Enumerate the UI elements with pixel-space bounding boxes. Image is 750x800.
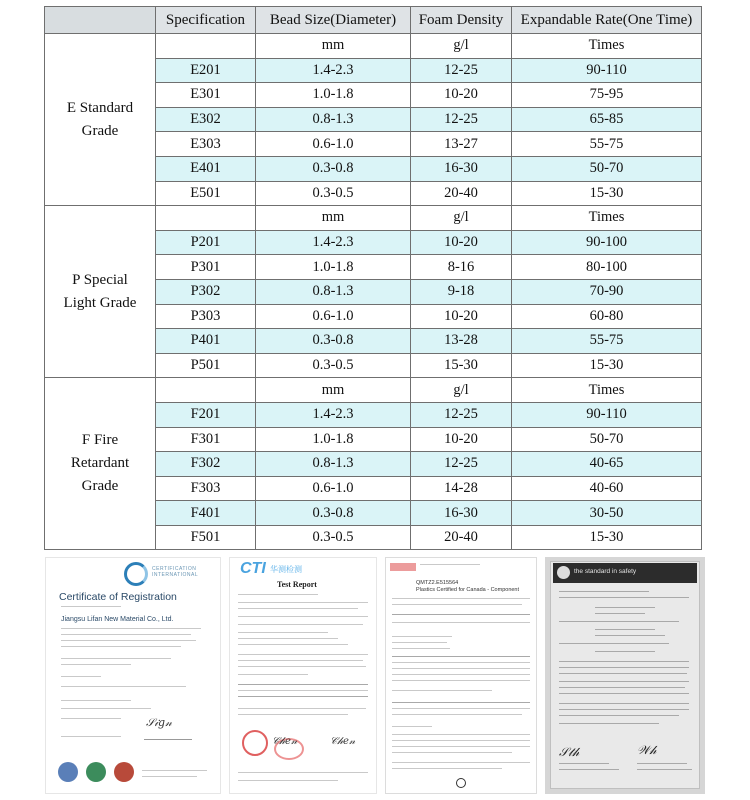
- registration-company: Jiangsu Lifan New Material Co., Ltd.: [61, 616, 174, 623]
- grade-label-line: Retardant: [70, 455, 130, 472]
- expandable-rate-cell: 15-30: [512, 353, 702, 378]
- grade-label-line: P Special: [72, 271, 128, 288]
- bead-size-cell: 0.3-0.8: [256, 329, 411, 354]
- spec-cell: P302: [156, 279, 256, 304]
- spec-cell: P303: [156, 304, 256, 329]
- expandable-rate-cell: 30-50: [512, 501, 702, 526]
- ul-mark-icon: [456, 778, 466, 788]
- units-spec-cell: [156, 34, 256, 59]
- header-specification: Specification: [156, 7, 256, 34]
- header-corner: [45, 7, 156, 34]
- bead-size-cell: 1.4-2.3: [256, 230, 411, 255]
- bead-size-cell: 0.8-1.3: [256, 279, 411, 304]
- bead-size-cell: 0.6-1.0: [256, 476, 411, 501]
- accreditation-badge-icon-2: [114, 762, 134, 782]
- foam-density-cell: 13-27: [411, 132, 512, 157]
- foam-density-cell: 10-20: [411, 427, 512, 452]
- foam-density-cell: 13-28: [411, 329, 512, 354]
- spec-cell: E302: [156, 107, 256, 132]
- expandable-rate-cell: 90-110: [512, 402, 702, 427]
- foam-density-cell: 9-18: [411, 279, 512, 304]
- accreditation-badge-icon: [86, 762, 106, 782]
- bead-size-cell: 0.3-0.5: [256, 181, 411, 206]
- red-stamp-icon: [242, 730, 268, 756]
- units-row: [45, 206, 702, 231]
- table-body: [45, 34, 702, 550]
- ul-header-text: the standard in safety: [574, 568, 637, 575]
- registration-signature-icon: 𝒮𝒾𝑔𝓃: [146, 716, 172, 729]
- expandable-rate-cell: 60-80: [512, 304, 702, 329]
- expandable-rate-cell: 65-85: [512, 107, 702, 132]
- expandable-rate-cell: 50-70: [512, 156, 702, 181]
- expandable-rate-cell: 75-95: [512, 83, 702, 108]
- grade-label: [45, 34, 156, 206]
- spec-cell: E301: [156, 83, 256, 108]
- grade-label: [45, 206, 156, 378]
- spec-cell: P301: [156, 255, 256, 280]
- registration-title: Certificate of Registration: [59, 591, 177, 603]
- cti-logo: CTI: [240, 560, 266, 577]
- certification-logo-text: CERTIFICATION INTERNATIONAL: [152, 566, 199, 578]
- unit-cell: mm: [256, 378, 411, 403]
- spec-cell: E201: [156, 58, 256, 83]
- expandable-rate-cell: 50-70: [512, 427, 702, 452]
- foam-density-cell: 12-25: [411, 402, 512, 427]
- expandable-rate-cell: 80-100: [512, 255, 702, 280]
- specification-table: [44, 6, 702, 550]
- spec-cell: P201: [156, 230, 256, 255]
- header-foam-density: Foam Density: [411, 7, 512, 34]
- bead-size-cell: 0.3-0.5: [256, 525, 411, 550]
- spec-cell: F401: [156, 501, 256, 526]
- expandable-rate-cell: 70-90: [512, 279, 702, 304]
- ul-signature-icon-2: 𝒲𝒽: [637, 743, 657, 757]
- foam-density-cell: 12-25: [411, 452, 512, 477]
- header-expandable-rate: Expandable Rate(One Time): [512, 7, 702, 34]
- units-row: [45, 378, 702, 403]
- red-header-icon: [390, 563, 416, 571]
- foam-density-cell: 20-40: [411, 525, 512, 550]
- expandable-rate-cell: 55-75: [512, 132, 702, 157]
- unit-cell: mm: [256, 206, 411, 231]
- table-header: [45, 7, 702, 34]
- ul-signature-icon-1: 𝒮𝓉𝒽: [559, 745, 580, 759]
- foam-density-cell: 10-20: [411, 304, 512, 329]
- grade-label-line: F Fire: [81, 432, 119, 449]
- unit-cell: g/l: [411, 34, 512, 59]
- grade-label-line: Light Grade: [63, 294, 137, 311]
- foam-density-cell: 12-25: [411, 107, 512, 132]
- spec-cell: P501: [156, 353, 256, 378]
- ul-certificate-image: [545, 557, 705, 794]
- bead-size-cell: 1.4-2.3: [256, 402, 411, 427]
- bead-size-cell: 0.6-1.0: [256, 304, 411, 329]
- bead-size-cell: 1.0-1.8: [256, 427, 411, 452]
- grade-label-line: Grade: [81, 478, 119, 495]
- plastics-certification-image: [385, 557, 537, 794]
- certification-logo-icon: [124, 562, 148, 586]
- registration-signature-line: [144, 726, 192, 740]
- grade-label: [45, 378, 156, 550]
- foam-density-cell: 15-30: [411, 353, 512, 378]
- units-spec-cell: [156, 378, 256, 403]
- bead-size-cell: 0.8-1.3: [256, 452, 411, 477]
- spec-cell: F303: [156, 476, 256, 501]
- certificate-of-registration-image: [45, 557, 221, 794]
- units-row: [45, 34, 702, 59]
- unit-cell: Times: [512, 378, 702, 403]
- spec-cell: E501: [156, 181, 256, 206]
- foam-density-cell: 10-20: [411, 230, 512, 255]
- foam-density-cell: 10-20: [411, 83, 512, 108]
- plastics-cert-code: QMTZ2.E515564: [416, 580, 459, 586]
- spec-cell: F301: [156, 427, 256, 452]
- unit-cell: Times: [512, 206, 702, 231]
- spec-cell: F302: [156, 452, 256, 477]
- grade-label-line: E Standard: [66, 99, 134, 116]
- test-report-image: [229, 557, 377, 794]
- expandable-rate-cell: 55-75: [512, 329, 702, 354]
- foam-density-cell: 20-40: [411, 181, 512, 206]
- ul-logo-icon: [557, 566, 570, 579]
- expandable-rate-cell: 40-65: [512, 452, 702, 477]
- unit-cell: mm: [256, 34, 411, 59]
- expandable-rate-cell: 15-30: [512, 525, 702, 550]
- bead-size-cell: 1.0-1.8: [256, 83, 411, 108]
- expandable-rate-cell: 90-100: [512, 230, 702, 255]
- bead-size-cell: 0.3-0.8: [256, 501, 411, 526]
- bead-size-cell: 1.0-1.8: [256, 255, 411, 280]
- units-spec-cell: [156, 206, 256, 231]
- bead-size-cell: 0.6-1.0: [256, 132, 411, 157]
- test-report-title: Test Report: [277, 580, 317, 589]
- cti-chinese-name: 华测检测: [270, 565, 302, 574]
- signature-icon-a: 𝒞𝒽𝑒𝓃: [272, 736, 298, 747]
- expandable-rate-cell: 40-60: [512, 476, 702, 501]
- iaf-badge-icon: [58, 762, 78, 782]
- bead-size-cell: 0.8-1.3: [256, 107, 411, 132]
- expandable-rate-cell: 90-110: [512, 58, 702, 83]
- grade-label-line: Grade: [81, 122, 119, 139]
- bead-size-cell: 0.3-0.8: [256, 156, 411, 181]
- bead-size-cell: 0.3-0.5: [256, 353, 411, 378]
- foam-density-cell: 12-25: [411, 58, 512, 83]
- spec-cell: E401: [156, 156, 256, 181]
- plastics-cert-title: Plastics Certified for Canada - Component: [416, 587, 520, 593]
- unit-cell: Times: [512, 34, 702, 59]
- spec-cell: F201: [156, 402, 256, 427]
- expandable-rate-cell: 15-30: [512, 181, 702, 206]
- spec-cell: F501: [156, 525, 256, 550]
- spec-cell: P401: [156, 329, 256, 354]
- unit-cell: g/l: [411, 206, 512, 231]
- bead-size-cell: 1.4-2.3: [256, 58, 411, 83]
- header-bead-size: Bead Size(Diameter): [256, 7, 411, 34]
- spec-cell: E303: [156, 132, 256, 157]
- signature-icon-b: 𝒞𝒽𝑒𝓃: [330, 736, 356, 747]
- unit-cell: g/l: [411, 378, 512, 403]
- foam-density-cell: 14-28: [411, 476, 512, 501]
- foam-density-cell: 16-30: [411, 156, 512, 181]
- foam-density-cell: 16-30: [411, 501, 512, 526]
- foam-density-cell: 8-16: [411, 255, 512, 280]
